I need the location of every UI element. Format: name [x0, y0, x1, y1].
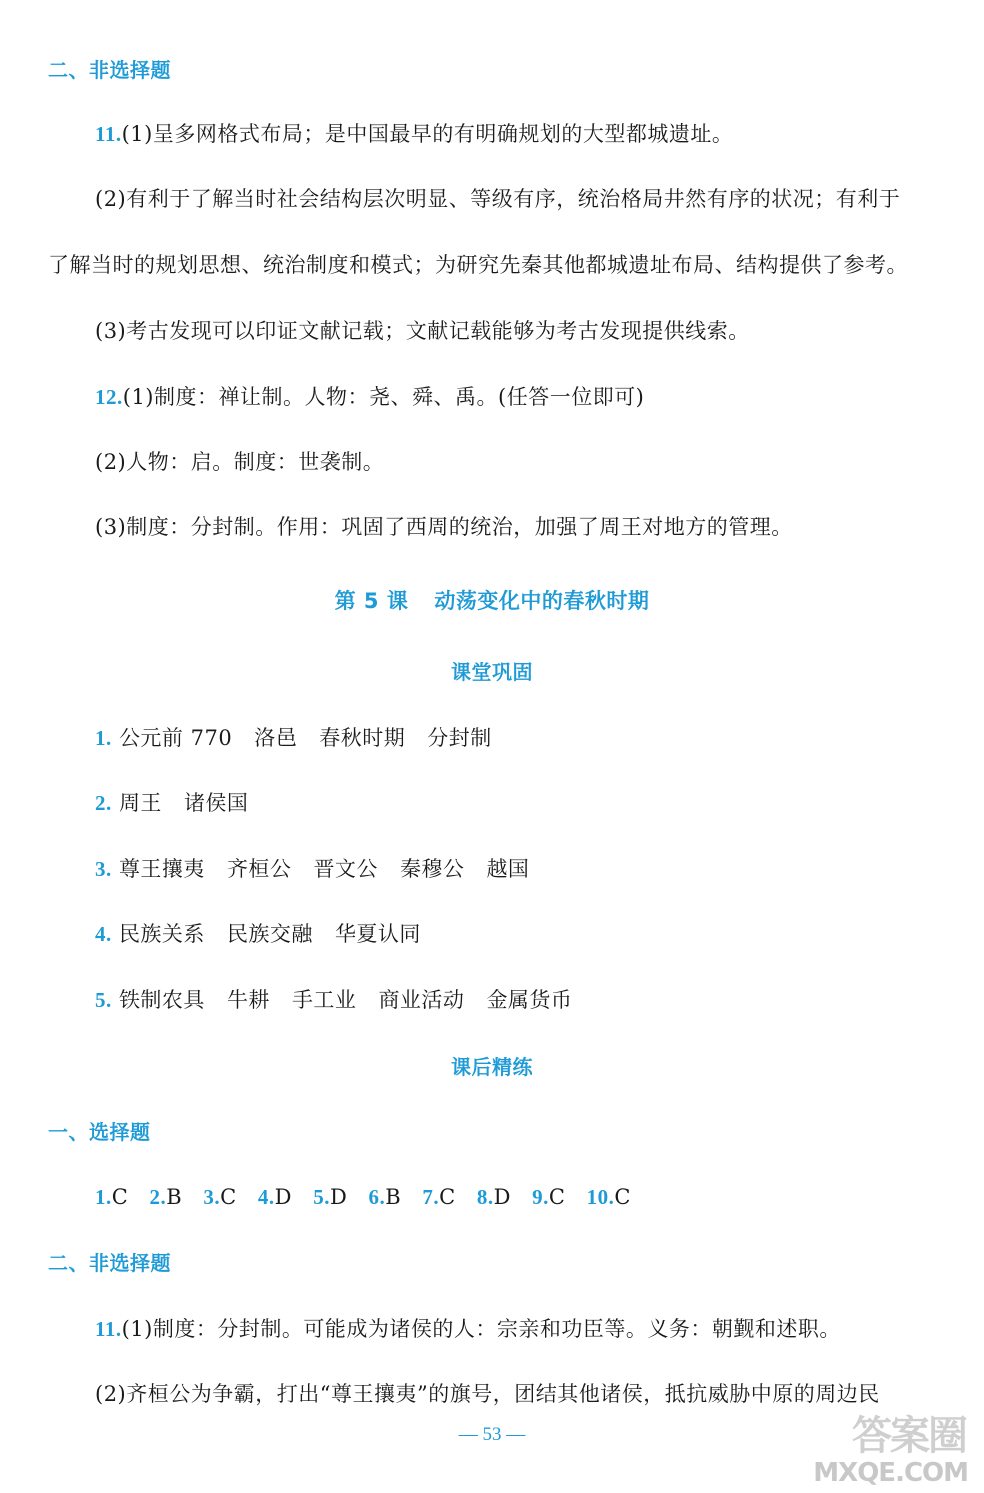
answer-term: 公元前 770 — [118, 726, 233, 750]
q11-line-1 — [95, 120, 733, 148]
consolidation-item-5 — [95, 986, 572, 1014]
page-number: — 53 — — [458, 1424, 526, 1445]
consolidation-item-3 — [95, 855, 529, 883]
answer-term: 春秋时期 — [319, 726, 406, 750]
q11b-line-1 — [95, 1315, 841, 1343]
choice-answer: D — [274, 1185, 292, 1209]
lesson-subtitle: 动荡变化中的春秋时期 — [434, 589, 650, 613]
choice-answer: C — [614, 1185, 631, 1209]
item-number: 5. — [95, 988, 112, 1012]
choice-answer: C — [220, 1185, 237, 1209]
watermark-logo — [813, 1404, 972, 1488]
answer-term: 周王 — [118, 791, 162, 815]
answer-term: 铁制农具 — [118, 988, 205, 1012]
heading-consolidation: 课堂巩固 — [451, 660, 533, 684]
choice-number: 2. — [149, 1185, 167, 1209]
answer-term: 晋文公 — [313, 857, 378, 881]
q11-line-3: 了解当时的规划思想、统治制度和模式；为研究先秦其他都城遗址布局、结构提供了参考。 — [48, 253, 908, 277]
item-number: 2. — [95, 791, 112, 815]
choice-answer: C — [111, 1185, 129, 1209]
consolidation-item-4 — [95, 920, 421, 948]
choice-number: 1. — [95, 1185, 112, 1209]
heading-practice: 课后精练 — [451, 1055, 533, 1079]
choice-number: 4. — [257, 1185, 275, 1209]
item-number: 4. — [95, 922, 112, 946]
answer-term: 洛邑 — [254, 726, 298, 750]
answer-term: 分封制 — [427, 726, 492, 750]
section-heading-non-choice: 二、非选择题 — [48, 58, 171, 82]
answer-term: 民族关系 — [118, 922, 205, 946]
choice-number: 5. — [313, 1185, 330, 1209]
answer-term: 民族交融 — [226, 922, 313, 946]
q11-text-1: (1)呈多网格式布局；是中国最早的有明确规划的大型都城遗址。 — [121, 122, 734, 146]
answer-term: 金属货币 — [486, 988, 573, 1012]
lesson-number: 第 5 课 — [334, 589, 409, 613]
answer-term: 越国 — [486, 857, 530, 881]
watermark-top: 答案圈 — [852, 1413, 966, 1459]
choice-number: 9. — [532, 1185, 549, 1209]
q12-number: 12. — [95, 385, 123, 409]
choice-answer: B — [166, 1185, 183, 1209]
answer-term: 秦穆公 — [399, 857, 465, 881]
answer-term: 尊王攘夷 — [118, 857, 205, 881]
q11b-text-1: (1)制度：分封制。可能成为诸侯的人：宗亲和功臣等。义务：朝觐和述职。 — [121, 1317, 841, 1341]
choice-answer: D — [493, 1185, 511, 1209]
item-number: 3. — [95, 857, 112, 881]
q12-line-3: (3)制度：分封制。作用：巩固了西周的统治，加强了周王对地方的管理。 — [95, 515, 793, 539]
answer-term: 华夏认同 — [334, 922, 421, 946]
answer-term: 牛耕 — [226, 988, 270, 1012]
watermark-bottom: MXQE.COM — [813, 1458, 968, 1488]
choice-answer: D — [329, 1185, 348, 1209]
consolidation-item-1 — [95, 724, 492, 752]
lesson-title — [0, 587, 984, 615]
q12-line-2: (2)人物：启。制度：世袭制。 — [95, 450, 385, 474]
q11-line-4: (3)考古发现可以印证文献记载；文献记载能够为考古发现提供线索。 — [95, 319, 750, 343]
answer-term: 手工业 — [291, 988, 357, 1012]
q11b-line-2: (2)齐桓公为争霸，打出“尊王攘夷”的旗号，团结其他诸侯，抵抗威胁中原的周边民 — [95, 1382, 880, 1406]
q11-number: 11. — [95, 122, 122, 146]
q12-line-1 — [95, 383, 644, 411]
section-heading-choice: 一、选择题 — [48, 1120, 151, 1144]
choice-number: 8. — [476, 1185, 494, 1209]
q11-line-2: (2)有利于了解当时社会结构层次明显、等级有序，统治格局井然有序的状况；有利于 — [95, 187, 901, 211]
choice-number: 7. — [422, 1185, 440, 1209]
choice-number: 6. — [368, 1185, 386, 1209]
answer-term: 诸侯国 — [183, 791, 249, 815]
answer-term: 齐桓公 — [226, 857, 292, 881]
choice-answers — [95, 1183, 645, 1211]
item-number: 1. — [95, 726, 112, 750]
choice-answer: C — [439, 1185, 456, 1209]
choice-number: 10. — [586, 1185, 615, 1209]
section-heading-non-choice-2: 二、非选择题 — [48, 1251, 171, 1275]
choice-number: 3. — [203, 1185, 221, 1209]
choice-answer: C — [548, 1185, 566, 1209]
choice-answer: B — [385, 1185, 402, 1209]
consolidation-item-2 — [95, 789, 248, 817]
q11b-number: 11. — [95, 1317, 122, 1341]
q12-text-1: (1)制度：禅让制。人物：尧、舜、禹。(任答一位即可) — [122, 385, 645, 409]
answer-term: 商业活动 — [378, 988, 465, 1012]
